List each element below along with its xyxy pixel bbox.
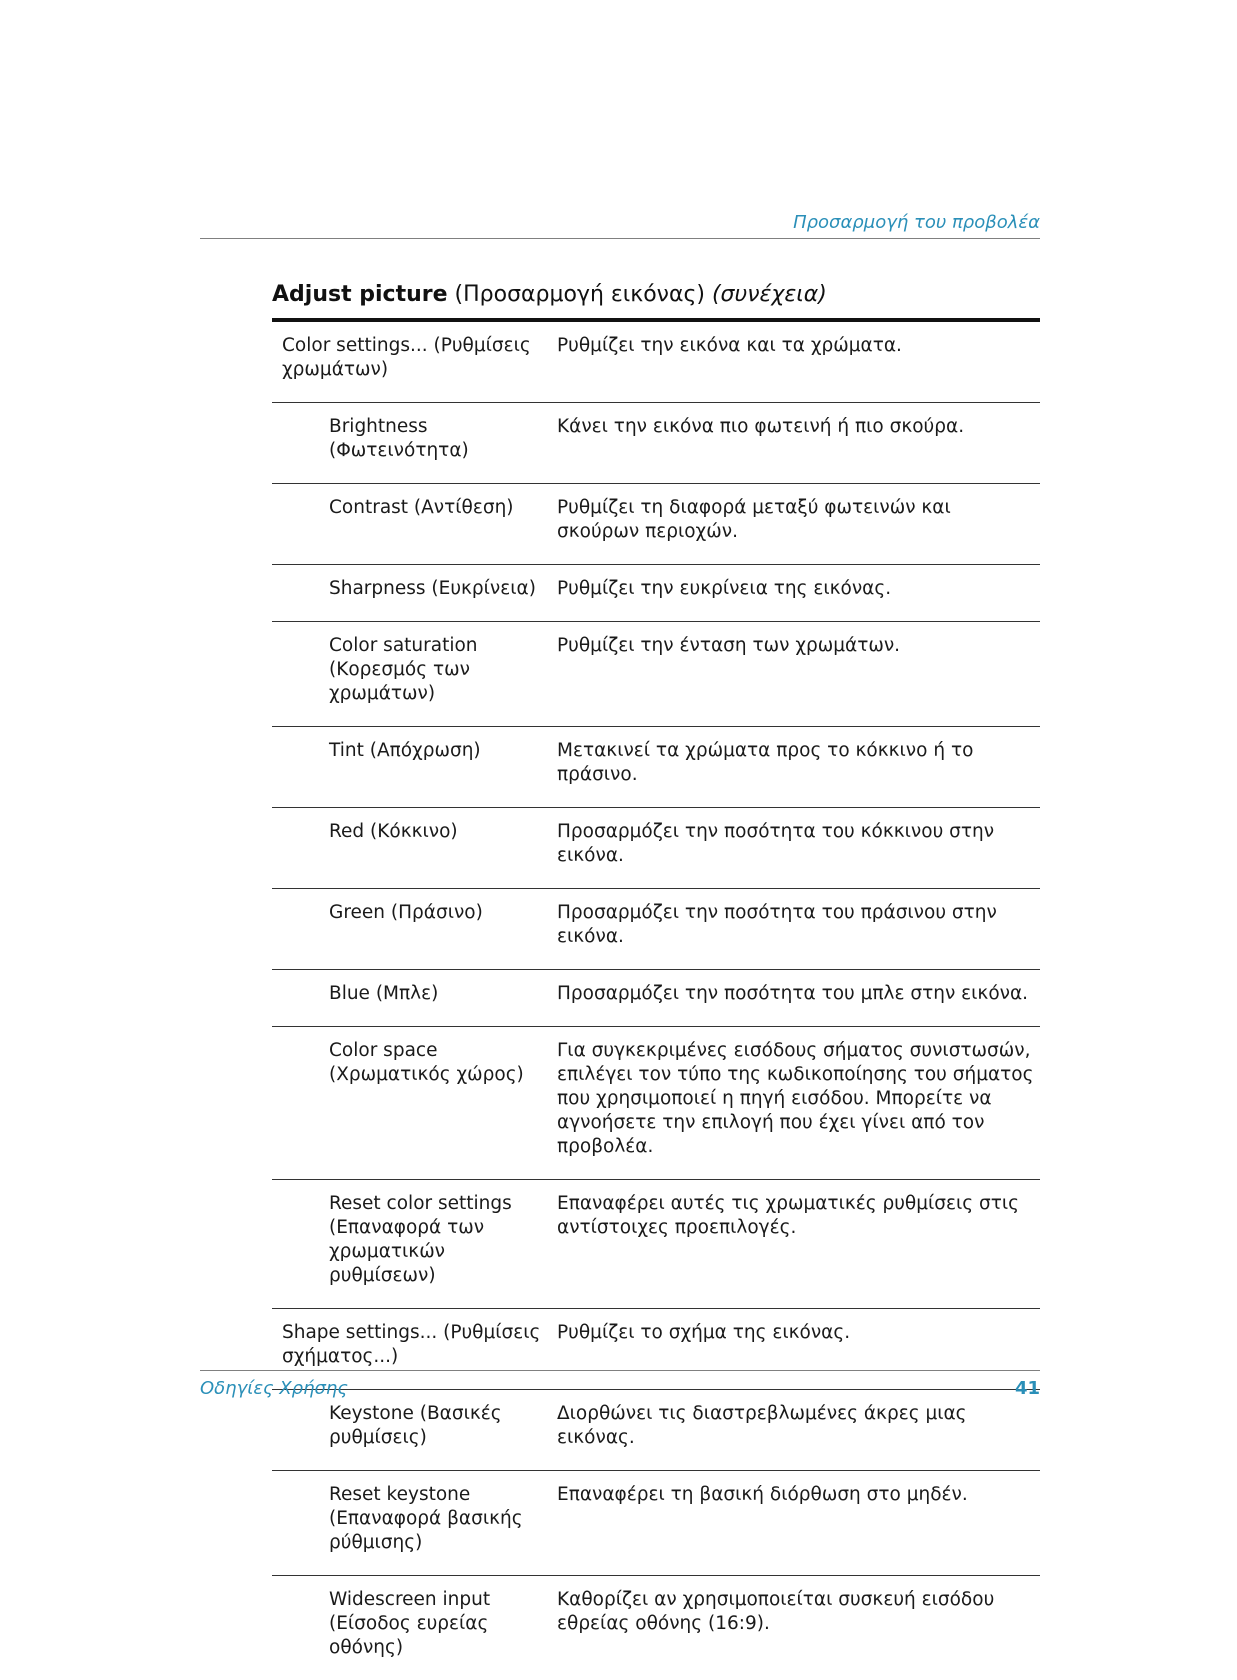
table-row (272, 1309, 1040, 1390)
description-cell: Προσαρμόζει την ποσότητα του πράσινου στην εικόνα. (557, 902, 997, 947)
description-cell: Διορθώνει τις διαστρεβλωμένες άκρες μιας εικόνας. (557, 1403, 967, 1448)
term-cell: Shape settings... (Ρυθμίσεις σχήματος...) (282, 1322, 541, 1367)
description-cell: Ρυθμίζει το σχήμα της εικόνας. (557, 1322, 851, 1343)
description-cell: Κάνει την εικόνα πιο φωτεινή ή πιο σκούρα. (557, 416, 965, 437)
table-row (272, 484, 1040, 565)
description-cell: Καθορίζει αν χρησιμοποιείται συσκευή εισόδου εθρείας οθόνης (16:9). (557, 1589, 995, 1634)
term-cell: Tint (Απόχρωση) (329, 740, 481, 761)
description-cell: Ρυθμίζει την ευκρίνεια της εικόνας. (557, 578, 892, 599)
description-cell: Ρυθμίζει την εικόνα και τα χρώματα. (557, 335, 902, 356)
term-cell: Color saturation (Κορεσμός των χρωμάτων) (329, 635, 478, 704)
term-cell: Green (Πράσινο) (329, 902, 483, 923)
term-cell: Widescreen input (Είσοδος ευρείας οθόνης) (329, 1589, 491, 1658)
term-cell: Contrast (Αντίθεση) (329, 497, 514, 518)
description-cell: Προσαρμόζει την ποσότητα του μπλε στην εικόνα. (557, 983, 1029, 1004)
description-cell: Προσαρμόζει την ποσότητα του κόκκινου στην εικόνα. (557, 821, 995, 866)
description-cell: Ρυθμίζει τη διαφορά μεταξύ φωτεινών και σκούρων περιοχών. (557, 497, 951, 542)
description-cell: Για συγκεκριμένες εισόδους σήματος συνιστωσών, επιλέγει τον τύπο της κωδικοποίησης του σήματος που χρησιμοποιεί η πηγή εισόδου. Μπορείτε να αγνοήσετε την επιλογή που έχει γίνει από τον προβολέα. (557, 1040, 1034, 1157)
section-title-bold: Adjust picture (272, 282, 448, 307)
table-row (272, 622, 1040, 727)
description-cell: Ρυθμίζει την ένταση των χρωμάτων. (557, 635, 901, 656)
table-row (272, 889, 1040, 970)
term-cell: Blue (Μπλε) (329, 983, 439, 1004)
description-cell: Επαναφέρει τη βασική διόρθωση στο μηδέν. (557, 1484, 968, 1505)
section-title-normal: (Προσαρμογή εικόνας) (454, 282, 705, 307)
table-row (272, 727, 1040, 808)
table-row (272, 1180, 1040, 1309)
term-cell: Keystone (Βασικές ρυθμίσεις) (329, 1403, 502, 1448)
term-cell: Sharpness (Ευκρίνεια) (329, 578, 536, 599)
term-cell: Brightness (Φωτεινότητα) (329, 416, 469, 461)
section-title-italic: (συνέχεια) (711, 282, 827, 307)
term-cell: Reset keystone (Επαναφορά βασικής ρύθμισης) (329, 1484, 523, 1553)
table-row (272, 322, 1040, 403)
table-row (272, 970, 1040, 1027)
term-cell: Red (Κόκκινο) (329, 821, 458, 842)
table-row (272, 1390, 1040, 1471)
footer-rule (200, 1370, 1040, 1371)
section-title (272, 282, 1040, 307)
table-row (272, 565, 1040, 622)
description-cell: Επαναφέρει αυτές τις χρωματικές ρυθμίσεις στις αντίστοιχες προεπιλογές. (557, 1193, 1019, 1238)
table-row (272, 403, 1040, 484)
settings-table (272, 322, 1040, 1680)
term-cell: Color space (Χρωματικός χώρος) (329, 1040, 524, 1085)
description-cell: Μετακινεί τα χρώματα προς το κόκκινο ή το πράσινο. (557, 740, 974, 785)
table-row (272, 1027, 1040, 1180)
term-cell: Color settings... (Ρυθμίσεις χρωμάτων) (282, 335, 531, 380)
term-cell: Reset color settings (Επαναφορά των χρωματικών ρυθμίσεων) (329, 1193, 512, 1286)
page-number: 41 (1014, 1378, 1040, 1399)
running-header: Προσαρμογή του προβολέα (793, 212, 1040, 233)
header-rule (200, 238, 1040, 239)
footer-title: Οδηγίες Χρήσης (200, 1378, 348, 1399)
table-row (272, 1471, 1040, 1576)
table-row (272, 808, 1040, 889)
table-row (272, 1576, 1040, 1680)
